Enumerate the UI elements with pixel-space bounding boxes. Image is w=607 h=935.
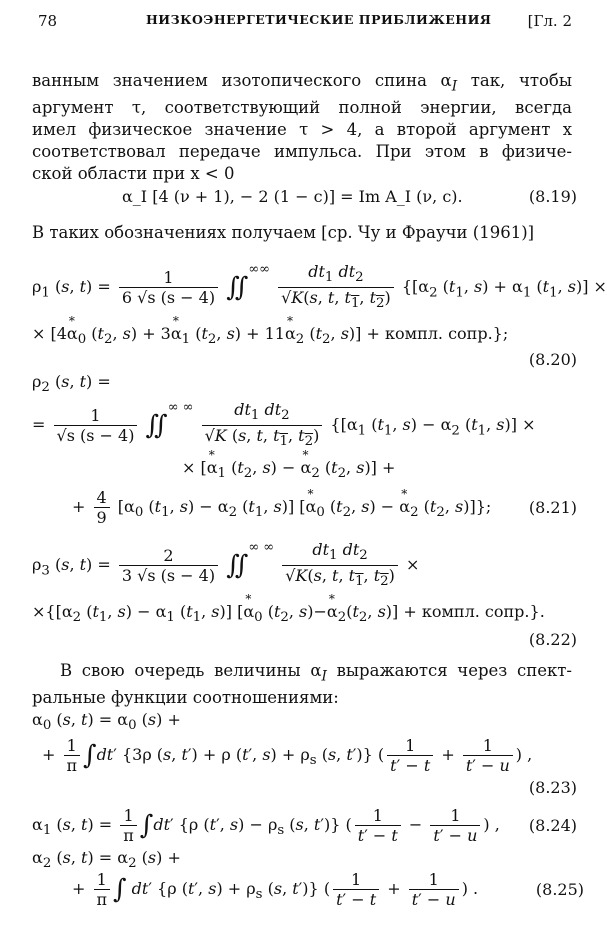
equation-8-24: $\alpha_1$ (s, t) = $\frac{1}{\pi}$ ∫dt′ {ρ (t′, $s) - \rho_s$ (s, t′)} ( $\frac{1}{t' - t}$ − $\frac{1}{t' - u}$ ) , (8.24) [32, 806, 577, 845]
equation-8-21: $\rho_2$ (s, t) = = $\frac{1}{√s (s - 4)}$ ∬∞ ∞ $\frac{dt_1 dt_2}{√K (s, t, t_1, t_2)}$ {[$\alpha_1$ ($t_1$, $s) - \alpha_2$ ($t_1$, s)] × × [* $\alpha_1$ ($t_2$, s) − * $\alpha_2$ ($t_2$, s)] + + $\frac{4}{9}$ [$\alpha_0$ ($t_1$, $s) - \alpha_2$ ($t_1$, s)] [* $\alpha_0$ ($t_2$, s) − * $\alpha_2$ ($t_2$, s)]}; (8.21) [32, 372, 577, 528]
page-header [38, 12, 572, 36]
equation-number: (8.20) [528, 350, 577, 369]
text-line: имел физическое значение τ > 4, а второй аргумент x [32, 120, 572, 140]
text-line: соответствовал передаче импульса. При этом в физиче- [32, 142, 572, 162]
paragraph-2 [32, 222, 572, 244]
compl-label: компл. сопр.}; [384, 324, 509, 343]
equation-number: (8.21) [528, 498, 577, 517]
equation-8-23: $\alpha_0$ (s, $t) = \alpha_0$ (s) + + $\frac{1}{\pi}$ ∫dt′ {3ρ (s, t′) + ρ (t′, $s) + \rho_s$ (s, t′)} ( $\frac{1}{t' - t}$ + $\frac{1}{t' - u}$ ) , (8.23) [32, 710, 577, 802]
text-line: ванным значением изотопического спина $\alpha_I$ так, чтобы [32, 71, 572, 95]
equation-number: (8.22) [528, 630, 577, 649]
text-line: В свою очередь величины $\alpha_I$ выражаются через спект- [60, 661, 572, 685]
running-title: НИЗКОЭНЕРГЕТИЧЕСКИЕ ПРИБЛИЖЕНИЯ [146, 12, 492, 27]
chapter-label: [Гл. 2 [527, 12, 572, 30]
text-line: ральные функции соотношениями: [32, 688, 339, 708]
paragraph-3 [32, 660, 572, 709]
equation-8-19 [32, 187, 577, 206]
equation-8-20: $\rho_1$ (s, t) = $\frac{1}{6 √s (s - 4)}$ ∬∞∞ $\frac{dt_1 dt_2}{√K(s, t, t_1, t_2)}$ {[$\alpha_2$ ($t_1$, $s) + \alpha_1$ ($t_1$, s)] × × [4* $\alpha_0$ ($t_2$, s) + 3* $\alpha_1$ ($t_2$, s) + 11* $\alpha_2$ ($t_2$, s)] + компл. сопр.}; (8.20) [32, 262, 577, 372]
equation-number: (8.23) [528, 778, 577, 797]
text-line: В таких обозначениях получаем [ср. Чу и Фраучи (1961)] [32, 223, 535, 242]
equation-body: α_I [4 (ν + 1), − 2 (1 − c)] = Im A_I (ν, c). [122, 187, 463, 206]
page-number: 78 [38, 12, 58, 30]
text-line: аргумент τ, соответствующий полной энергии, всегда [32, 98, 572, 118]
compl-label: компл. сопр.}. [421, 602, 545, 621]
text-line: ской области при x < 0 [32, 164, 235, 184]
equation-8-25: $\alpha_2$ (s, $t) = \alpha_2$ (s) + + $\frac{1}{\pi}$ ∫ dt′ {ρ (t′, $s) + \rho_s$ (s, t′)} ( $\frac{1}{t' - t}$ + $\frac{1}{t' - u}$ ) . (8.25) [32, 848, 584, 909]
paragraph-1 [32, 70, 572, 185]
equation-8-22: $\rho_3$ (s, t) = $\frac{2}{3 √s (s - 4)}$ ∬∞ ∞ $\frac{dt_1 dt_2}{√K(s, t, t_1, t_2)}$ × $\times\{[\alpha_2$ ($t_1$, $s) - \alpha_1$ ($t_1$, s)] [* $\alpha_0$ ($t_2$, s)−* $\alpha_2(t_2$, s)] + компл. сопр.}. (8.22) [32, 540, 577, 652]
equation-number: (8.24) [528, 816, 577, 835]
equation-number: (8.25) [535, 880, 584, 899]
equation-number: (8.19) [528, 187, 577, 206]
